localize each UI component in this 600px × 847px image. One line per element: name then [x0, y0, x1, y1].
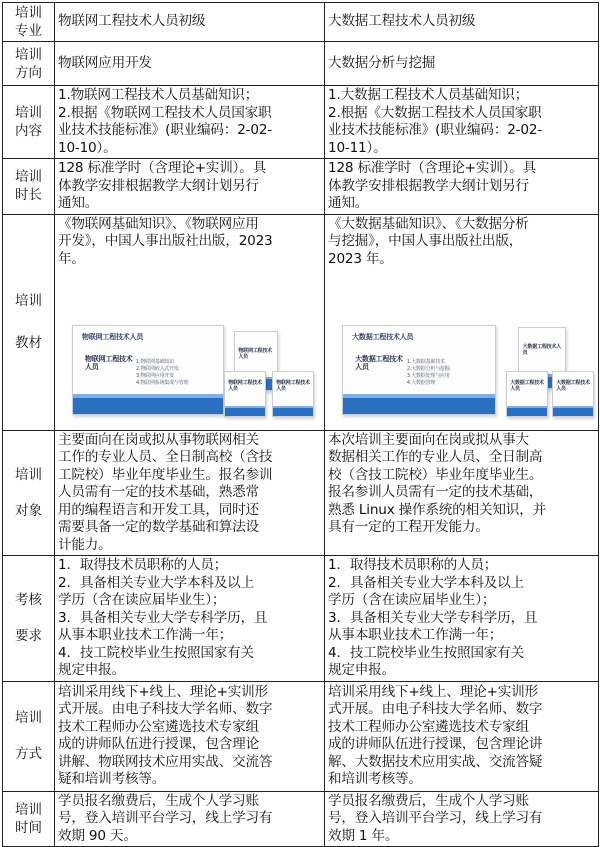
- row-materials: [3, 214, 599, 430]
- method-iot: 培训采用线下+线上、理论+实训形 式开展。由电子科技大学名师、数字 技术工程师办公室遴选技术专家组 成的讲师队伍进行授课，包含理论 讲解、物联网技术应用实战、交流答 疑和培训考核等。: [55, 681, 325, 791]
- iot-book-main: 物联网工程技术人员 物联网工程技术人员 1.物联网基础知识 2.物联网嵌入式开发 3.物联网应用开发 4.物联网系统集成与管理: [72, 325, 224, 415]
- profession-iot: 物联网工程技术人员初级: [55, 3, 325, 42]
- header-direction: 培训 方向: [3, 42, 55, 86]
- iot-textbook-image: [64, 321, 313, 417]
- direction-bigdata: 大数据分析与挖掘: [325, 42, 599, 86]
- requirements-bigdata: 1．取得技术员职称的人员； 2．具备相关专业大学本科及以上 学历（含在读应届毕业生）； 3．具备相关专业大学专科学历，且 从事本职业技术工作满一年； 4．技工院校毕业生按照国家有关 规定申报。: [325, 556, 599, 682]
- direction-iot: 物联网应用开发: [55, 42, 325, 86]
- header-requirements: 考核 要求: [3, 556, 55, 682]
- bigdata-book-small-3: 大数据工程技术人员: [552, 371, 594, 417]
- duration-bigdata: 128 标准学时（含理论+实训）。具 体教学安排根据教学大纲计划另行 通知。: [325, 159, 599, 215]
- row-time: [3, 791, 599, 847]
- time-iot: 学员报名缴费后，生成个人学习账 号，登入培训平台学习，线上学习有 效期 90 天。: [55, 791, 325, 847]
- materials-iot: 《物联网基础知识》、《物联网应用 开发》，中国人事出版社出版，2023 年。 物联网工程技术人员 物联网工程技术人员 1.物联网基础知识 2.物联网嵌入式开发 3.物联网应用开发 4.物联网系统集成与管理 物联网工程技术人员 物联网工程技术人员 物联网工程技术人员: [55, 214, 325, 430]
- content-iot: 1.物联网工程技术人员基础知识； 2.根据《物联网工程技术人员国家职 业技术技能标准》(职业编码：2-02- 10-10）。: [55, 86, 325, 159]
- method-bigdata: 培训采用线下+线上、理论+实训形 式开展。由电子科技大学名师、数字 技术工程师办公室遴选技术专家组 成的讲师队伍进行授课，包含理论讲 解、大数据技术应用实战、交流答疑 和培训考核等。: [325, 681, 599, 791]
- row-profession: [3, 3, 599, 42]
- training-info-table: [2, 2, 599, 847]
- row-direction: [3, 42, 599, 86]
- materials-bigdata: 《大数据基础知识》、《大数据分析 与挖掘》，中国人事出版社出版， 2023 年。 大数据工程技术人员 大数据工程技术人员 1.大数据基础技术 2.大数据分析与挖掘 3.大数据处理与应用 4.大数据管理 大数据工程技术人员 大数据工程技术人员 大数据工程技术人员: [325, 214, 599, 430]
- bigdata-book-main: 大数据工程技术人员 大数据工程技术人员 1.大数据基础技术 2.大数据分析与挖掘 3.大数据处理与应用 4.大数据管理: [342, 325, 496, 415]
- bigdata-textbook-image: [334, 321, 590, 417]
- header-profession: 培训 专业: [3, 3, 55, 42]
- iot-book-small-3: 物联网工程技术人员: [272, 371, 314, 417]
- header-duration: 培训 时长: [3, 159, 55, 215]
- row-method: [3, 681, 599, 791]
- header-audience: 培训 对象: [3, 430, 55, 556]
- iot-book-small-2: 物联网工程技术人员: [224, 371, 266, 417]
- row-duration: [3, 159, 599, 215]
- header-content: 培训 内容: [3, 86, 55, 159]
- profession-bigdata: 大数据工程技术人员初级: [325, 3, 599, 42]
- content-bigdata: 1.大数据工程技术人员基础知识； 2.根据《大数据工程技术人员国家职 业技术技能标准》(职业编码：2-02- 10-11）。: [325, 86, 599, 159]
- header-materials: 培训 教材: [3, 214, 55, 430]
- row-audience: [3, 430, 599, 556]
- audience-iot: 主要面向在岗或拟从事物联网相关 工作的专业人员、全日制高校（含技 工院校）毕业年度毕业生。报名参训 人员需有一定的技术基础，熟悉常 用的编程语言和开发工具，同时还 需要具备一定的数学基础和算法设 计能力。: [55, 430, 325, 556]
- duration-iot: 128 标准学时（含理论+实训）。具 体教学安排根据教学大纲计划另行 通知。: [55, 159, 325, 215]
- row-requirements: [3, 556, 599, 682]
- header-time: 培训 时间: [3, 791, 55, 847]
- header-method: 培训 方式: [3, 681, 55, 791]
- iot-book-small-1: 物联网工程技术人员: [234, 331, 278, 391]
- audience-bigdata: 本次培训主要面向在岗或拟从事大 数据相关工作的专业人员、全日制高 校（含技工院校）毕业年度毕业生。 报名参训人员需有一定的技术基础， 熟悉 Linux 操作系统的相关知识，并 具有一定的工程开发能力。: [325, 430, 599, 556]
- requirements-iot: 1．取得技术员职称的人员； 2．具备相关专业大学本科及以上 学历（含在读应届毕业生）； 3．具备相关专业大学专科学历，且 从事本职业技术工作满一年； 4．技工院校毕业生按照国家有关 规定申报。: [55, 556, 325, 682]
- bigdata-book-small-1: 大数据工程技术人员: [518, 327, 566, 389]
- bigdata-book-small-2: 大数据工程技术人员: [506, 371, 548, 417]
- row-content: [3, 86, 599, 159]
- time-bigdata: 学员报名缴费后，生成个人学习账 号，登入培训平台学习，线上学习有 效期 1 年。: [325, 791, 599, 847]
